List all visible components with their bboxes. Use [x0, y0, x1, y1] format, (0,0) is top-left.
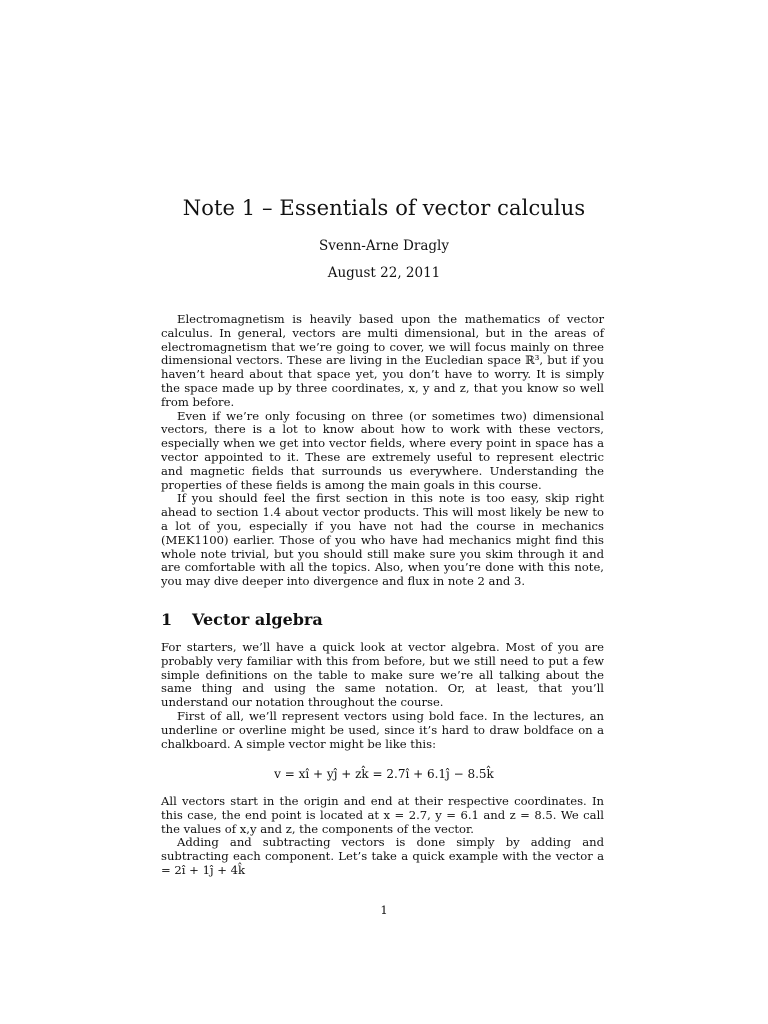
section-paragraph-2: First of all, we’ll represent vectors using bold face. In the lectures, an underline or overline might be used, since it’s hard to draw boldface on a chalkboard. A simple vector might be like this: [161, 708, 604, 751]
intro-paragraph-2: Even if we’re only focusing on three (or sometimes two) dimensional vectors, there is a lot to know about how to work with these vectors, especially when we get into vector fields, where every point in space has a vector appointed to it. These are extremely useful to represent electric and magnetic fields that surrounds us everywhere. Understanding the properties of these fields is among the main goals in this course. [161, 408, 604, 492]
section-paragraph-4: Adding and subtracting vectors is done simply by adding and subtracting each component. Let’s take a quick example with the vector a = 2î + 1ĵ + 4k̂ [161, 835, 604, 877]
section-text [161, 641, 604, 751]
paper-date: August 22, 2011 [327, 265, 441, 281]
section-paragraph-1: For starters, we’ll have a quick look at vector algebra. Most of you are probably very familiar with this from before, but we still need to put a few simple definitions on the table to make sure we’re all talking about the same thing and using the same notation. Or, at least, that you’ll understand our notation throughout the course. [161, 640, 604, 710]
section-number: 1 [161, 610, 173, 629]
intro-paragraph-3: If you should feel the first section in this note is too easy, skip right ahead to section 1.4 about vector products. This will most likely be new to a lot of you, especially if you have not had the course in mechanics (MEK1100) earlier. Those of you who have had mechanics might find this whole note trivial, but you should still make sure you skim through it and are comfortable with all the topics. Also, when you’re done with this note, you may dive deeper into divergence and flux in note 2 and 3. [161, 491, 604, 589]
vector-equation: v = xî + yĵ + zk̂ = 2.7î + 6.1ĵ − 8.5k̂ [274, 767, 494, 781]
section-title: Vector algebra [192, 610, 323, 629]
paper-title: Note 1 – Essentials of vector calculus [182, 196, 586, 220]
section-paragraph-3: All vectors start in the origin and end at their respective coordinates. In this case, the end point is located at x = 2.7, y = 6.1 and z = 8.5. We call the values of x,y and z, the components of the vector. [161, 794, 604, 836]
paper-author: Svenn-Arne Dragly [319, 238, 449, 254]
intro-text [161, 313, 604, 589]
section-heading [161, 610, 323, 629]
section-text-continued [161, 795, 604, 878]
page-number: 1 [380, 903, 388, 917]
intro-paragraph-1: Electromagnetism is heavily based upon the mathematics of vector calculus. In general, vectors are multi dimensional, but in the areas of electromagnetism that we’re going to cover, we will focus mainly on three dimensional vectors. These are living in the Eucledian space ℝ³, but if you haven’t heard about that space yet, you don’t have to worry. It is simply the space made up by three coordinates, x, y and z, that you know so well from before. [161, 312, 604, 409]
